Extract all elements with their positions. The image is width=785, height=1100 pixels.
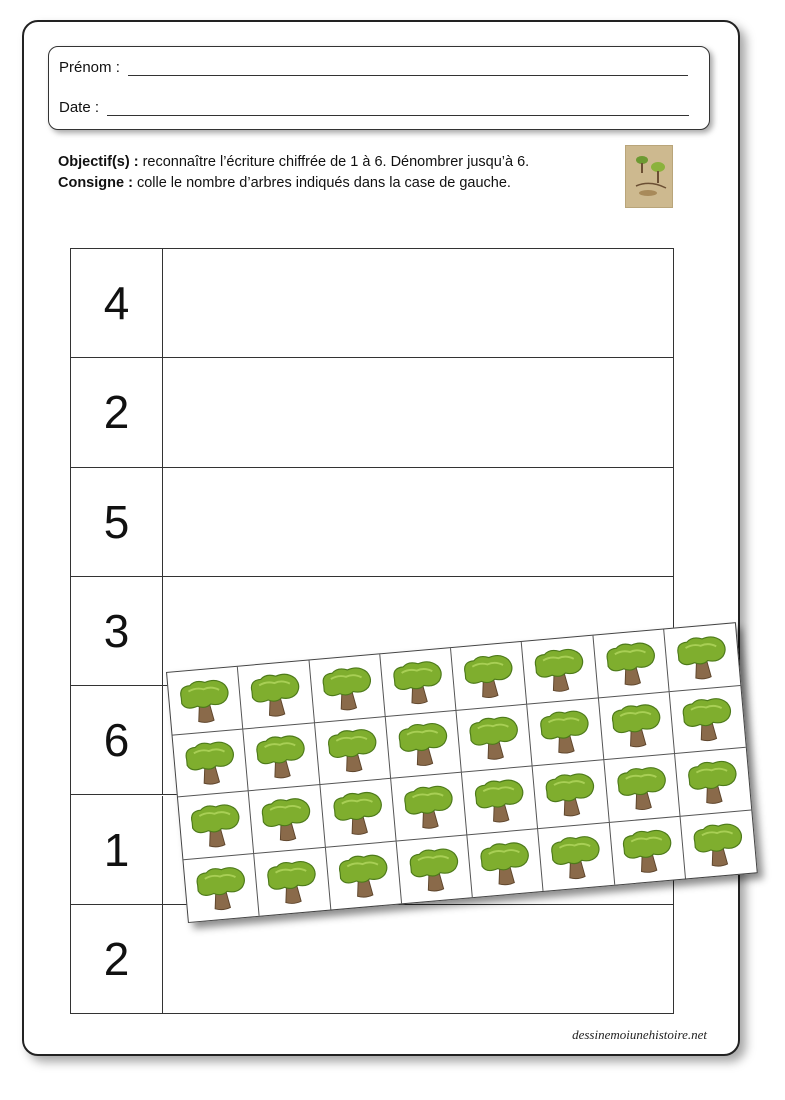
tree-sticker-cell[interactable]	[391, 773, 467, 841]
tree-icon	[458, 649, 520, 702]
paste-area	[163, 249, 673, 357]
date-label: Date :	[59, 99, 100, 116]
tree-icon	[185, 799, 247, 852]
tree-sticker-cell[interactable]	[249, 785, 325, 853]
tree-sticker-cell[interactable]	[238, 660, 314, 728]
table-row	[71, 468, 673, 577]
table-row	[71, 249, 673, 358]
tree-sticker-cell[interactable]	[385, 710, 461, 778]
date-field[interactable]	[59, 99, 689, 116]
tree-sticker-cell[interactable]	[396, 835, 472, 903]
tree-icon	[316, 662, 378, 715]
tree-icon	[529, 643, 591, 696]
tree-icon	[616, 824, 678, 877]
tree-sticker-cell[interactable]	[675, 748, 751, 816]
tree-icon	[688, 818, 750, 871]
name-date-box	[48, 46, 710, 130]
tree-icon	[256, 792, 318, 845]
tree-sticker-cell[interactable]	[173, 729, 249, 797]
tree-icon	[403, 843, 465, 896]
tree-icon	[245, 668, 307, 721]
tree-icon	[611, 761, 673, 814]
tree-sticker-cell[interactable]	[598, 692, 674, 760]
tree-sticker-cell[interactable]	[244, 723, 320, 791]
book-cover-les-arbres-icon	[625, 145, 673, 208]
number-cell: 3	[71, 577, 163, 685]
tree-sticker-cell[interactable]	[183, 853, 259, 921]
tree-sticker-cell[interactable]	[314, 717, 390, 785]
tree-sticker-cell[interactable]	[538, 822, 614, 890]
tree-icon	[261, 855, 323, 908]
objective-label: Objectif(s) :	[58, 154, 139, 170]
objective-line	[58, 152, 618, 173]
tree-icon	[534, 705, 596, 758]
tree-sticker-cell[interactable]	[467, 829, 543, 897]
instruction-label: Consigne :	[58, 175, 133, 191]
tree-icon	[327, 786, 389, 839]
objective-text: reconnaître l’écriture chiffrée de 1 à 6. Dénombrer jusqu’à 6.	[138, 154, 530, 170]
date-line[interactable]	[107, 99, 689, 116]
instruction-line	[58, 173, 618, 194]
tree-icon	[392, 718, 454, 771]
tree-icon	[387, 655, 449, 708]
tree-sticker-sheet	[166, 622, 758, 923]
tree-icon	[250, 730, 312, 783]
tree-sticker-cell[interactable]	[604, 754, 680, 822]
tree-icon	[545, 830, 607, 883]
tree-sticker-cell[interactable]	[669, 685, 745, 753]
tree-sticker-cell[interactable]	[167, 667, 243, 735]
tree-icon	[321, 724, 383, 777]
tree-sticker-cell[interactable]	[451, 642, 527, 710]
number-cell: 2	[71, 905, 163, 1014]
tree-icon	[398, 780, 460, 833]
firstname-line[interactable]	[128, 59, 688, 76]
tree-sticker-cell[interactable]	[320, 779, 396, 847]
tree-sticker-cell[interactable]	[325, 841, 401, 909]
firstname-label: Prénom :	[59, 59, 120, 76]
tree-sticker-cell[interactable]	[456, 704, 532, 772]
tree-icon	[540, 768, 602, 821]
instruction-text: colle le nombre d’arbres indiqués dans la case de gauche.	[132, 175, 511, 191]
tree-icon	[605, 699, 667, 752]
tree-sticker-cell[interactable]	[254, 847, 330, 915]
firstname-field[interactable]	[59, 59, 688, 76]
number-cell: 1	[71, 796, 163, 904]
tree-icon	[469, 774, 531, 827]
tree-sticker-cell[interactable]	[533, 760, 609, 828]
paste-area	[163, 358, 673, 466]
tree-sticker-cell[interactable]	[609, 816, 685, 884]
tree-icon	[474, 836, 536, 889]
table-row	[71, 905, 673, 1014]
tree-icon	[671, 631, 733, 684]
tree-sticker-cell[interactable]	[309, 654, 385, 722]
site-credit: dessinemoiunehistoire.net	[572, 1027, 707, 1042]
tree-sticker-cell[interactable]	[664, 623, 740, 691]
paste-area	[163, 905, 673, 1014]
tree-sticker-cell[interactable]	[527, 698, 603, 766]
tree-icon	[463, 711, 525, 764]
paste-area	[163, 468, 673, 576]
tree-sticker-cell[interactable]	[593, 629, 669, 697]
tree-sticker-cell[interactable]	[462, 766, 538, 834]
number-cell: 4	[71, 249, 163, 357]
tree-sticker-cell[interactable]	[680, 810, 756, 878]
tree-sticker-cell[interactable]	[522, 636, 598, 704]
tree-icon	[600, 637, 662, 690]
number-cell: 2	[71, 358, 163, 466]
tree-icon	[174, 674, 236, 727]
tree-sticker-cell[interactable]	[380, 648, 456, 716]
tree-icon	[682, 755, 744, 808]
table-row	[71, 358, 673, 467]
tree-icon	[190, 861, 252, 914]
tree-icon	[332, 849, 394, 902]
tree-icon	[677, 693, 739, 746]
number-cell: 6	[71, 686, 163, 794]
number-cell: 5	[71, 468, 163, 576]
tree-sticker-cell[interactable]	[178, 791, 254, 859]
instructions-block	[58, 152, 618, 194]
tree-icon	[179, 736, 241, 789]
